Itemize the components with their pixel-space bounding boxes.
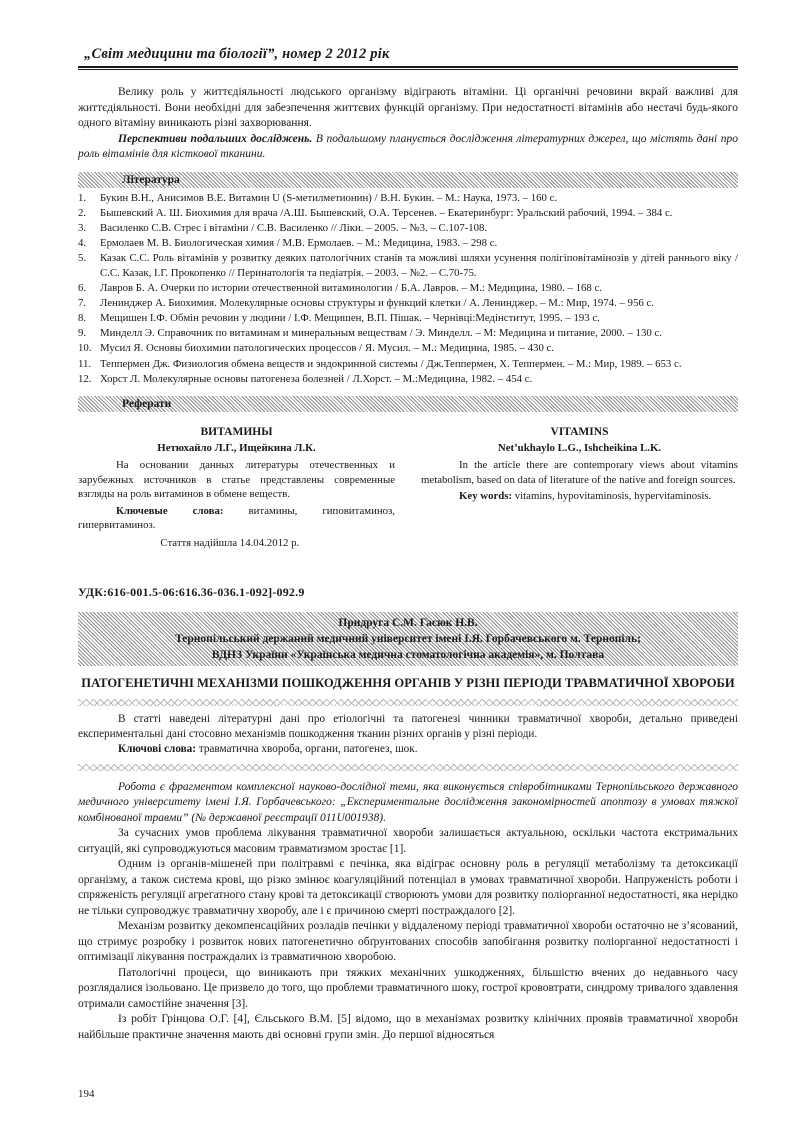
reference-list: [78, 191, 738, 387]
authors-affiliation-banner: [78, 612, 738, 666]
reference-item: Хорст Л. Молекулярные основы патогенеза болезней / Л.Хорст. – М.:Медицина, 1982. – 454 с.: [100, 372, 533, 385]
body-paragraph: За сучасних умов проблема лікування травматичної хвороби залишається актуальною, оскільки частота екстримальних ситуацій, які супроводжуються масовим травматизмом зростає [1].: [78, 827, 738, 855]
reference-item: Ермолаев М. В. Биологическая химия / М.В. Ермолаев. – М.: Медицина, 1983. – 298 с.: [100, 236, 498, 249]
article-keywords: травматична хвороба, органи, патогенез, шок.: [196, 742, 418, 755]
affiliation-academy: ВДНЗ України «Українська медична стоматологічна академія», м. Полтава: [211, 648, 605, 661]
abstract-text-ru: На основании данных литературы отечественных и зарубежных источников в статье представлены современные взгляды на роль витаминов в обмене веществ.: [78, 458, 395, 501]
body-paragraph: Із робіт Грінцова О.Г. [4], Єльського В.М. [5] відомо, що в механізмах розвитку клінічних проявів травматичної хвороби найбільше практичне значення мають дві основні групи змін. До першої відносяться: [78, 1013, 738, 1041]
affiliation-university: Тернопільський держаний медичний університет імені І.Я. Горбачевського м. Тернопіль;: [175, 632, 641, 645]
article-abstract-text: В статті наведені літературні дані про етіологічні та патогенезі чинники травматичної хвороби, детально приведені експериментальні дані стосовно механізмів пошкодження тканин різних органів у різні періоди.: [78, 712, 738, 740]
perspectives-lead: Перспективи подальших досліджень.: [118, 132, 313, 145]
reference-item: Ленинджер А. Биохимия. Молекулярные основы структуры и функций клетки / А. Ленинджер. – М.: Мир, 1974. – 956 с.: [100, 297, 654, 310]
body-paragraph: Одним із органів-мішеней при політравмі є печінка, яка відіграє основну роль в регуляції метаболізму та детоксикації організму, а також система крові, що різко змінює коагуляційний потенціал в умовах травматичної хвороби. Напруженість роботи і спряженість регуляції агрегатного стану крові та детоксикації створюють умови для розвитку поліорганної недостатності, яка нерідко не тільки супроводжує травматичну хворобу, але і є причиною смерті постраждалого [2].: [78, 858, 738, 917]
abstracts-section-band: [78, 396, 738, 412]
page-number: 194: [78, 1088, 95, 1100]
article-abstract-keywords: [78, 742, 738, 757]
abstract-column-russian: [78, 425, 395, 533]
reference-item: Казак С.С. Роль вітамінів у розвитку деяких патологічних станів та можливі шляхи усунення полігіповітамінозів у дітей раннього віку / С.С. Казак, І.Г. Прокопенко // Перинатологія та педіатрія. – 2003. – №2. – С.70-75.: [100, 251, 738, 279]
literature-heading: Література: [122, 173, 180, 186]
reference-item: Василенко С.В. Стрес і вітаміни / С.В. Василенко // Ліки. – 2005. – №3. – С.107-108.: [100, 221, 488, 234]
body-paragraph: Робота є фрагментом комплексної науково-дослідної теми, яка виконується співробітниками Тернопільського державного медичного університету імені І.Я. Горбачевського: „Експериментальне дослідження закономірностей апоптозу в умовах тяжкої комбінованої травми” (№ державної реєстрації 011U001938).: [78, 780, 738, 824]
keywords-label-ru: Ключевые слова:: [116, 504, 224, 517]
abstract-title-ru: ВИТАМИНЫ: [200, 425, 273, 438]
article-title: ПАТОГЕНЕТИЧНІ МЕХАНІЗМИ ПОШКОДЖЕННЯ ОРГАНІВ У РІЗНІ ПЕРІОДИ ТРАВМАТИЧНОЇ ХВОРОБИ: [81, 675, 735, 690]
udc-code: УДК:616-001.5-06:616.36-036.1-092]-092.9: [78, 584, 305, 599]
article-body: [78, 780, 738, 1044]
keywords-label-en: Key words:: [459, 490, 513, 503]
abstract-keywords-en: [421, 489, 738, 504]
journal-header-title: „Світ медицини та біології”, номер 2 2012 рік: [84, 46, 390, 62]
abstracts-heading: Реферати: [122, 397, 172, 410]
abstract-text-en: In the article there are contemporary views about vitamins metabolism, based on data of literature of the native and foreign sources.: [421, 458, 738, 486]
keywords-en: vitamins, hypovitaminosis, hypervitaminosis.: [512, 490, 712, 503]
literature-section-band: [78, 172, 738, 188]
zigzag-divider-bottom: [78, 764, 738, 771]
article-abstract: [78, 712, 738, 757]
abstract-authors-en: Net’ukhaylo L.G., Ishcheikina L.K.: [497, 442, 662, 455]
perspectives-text: В подальшому планується дослідження літературних джерел, що містять дані про роль вітамінів для кісткової тканини.: [78, 132, 738, 160]
affiliation-authors: Придруга С.М. Гасюк Н.В.: [338, 616, 478, 629]
closing-paragraph: Велику роль у життєдіяльності людського організму відіграють вітаміни. Ці органічні речовини вкрай важливі для життєдіяльності. Вони необхідні для забезпечення життєвих функцій організму. При недостатності вітамінів або нестачі будь-якого одного вітаміну виникають різні захворювання.: [78, 86, 738, 129]
zigzag-divider-top: [78, 699, 738, 706]
abstract-authors-ru: Нетюхайло Л.Г., Ищейкина Л.К.: [157, 442, 316, 455]
header-rule: [78, 66, 738, 70]
reference-item: Минделл Э. Справочник по витаминам и минеральным веществам / Э. Минделл. – М: Медицина и питание, 2000. – 130 с.: [100, 327, 662, 340]
perspectives-paragraph: [78, 132, 738, 163]
body-paragraph: Механізм розвитку декомпенсаційних розладів печінки у віддаленому періоді травматичної хвороби остаточно не з’ясований, що стримує розробку і розвиток нових патогенетично обґрунтованих способів запобігання розвитку поліорганної недостатності і оптимізації лікування постраждалих із травматичною хворобою.: [78, 920, 738, 964]
reference-item: Букин В.Н., Анисимов В.Е. Витамин U (S-метилметионин) / В.Н. Букин. – М.: Наука, 1973. – 160 с.: [100, 191, 558, 204]
reference-item: Теппермен Дж. Физиология обмена веществ и эндокринной системы / Дж.Теппермен, Х. Теппермен. – М.: Мир, 1989. – 653 с.: [100, 357, 682, 370]
abstract-keywords-ru: [78, 504, 395, 533]
reference-item: Мусил Я. Основы биохимии патологических процессов / Я. Мусил. – М.: Медицина, 1985. – 430 с.: [100, 342, 555, 355]
received-date: Стаття надійшла 14.04.2012 р.: [160, 536, 300, 549]
article-keywords-label: Ключові слова:: [118, 742, 197, 755]
reference-item: Мещишен І.Ф. Обмін речовин у людини / І.Ф. Мещишен, В.П. Пішак. – Чернівці:Медінститут, 1995. – 193 с.: [100, 312, 600, 325]
abstract-columns: [78, 425, 738, 533]
body-paragraph: Патологічні процеси, що виникають при тяжких механічних ушкодженнях, більшістю вчених до недавнього часу розглядалися ізольовано. Це призвело до того, що проблеми травматичного шоку, гострої крововтрати, синдрому тривалого здавлення отримали самостійне значення [3].: [78, 966, 738, 1010]
keywords-ru: витамины, гиповитаминоз, гипервитаминоз.: [78, 504, 395, 532]
reference-item: Бышевский А. Ш. Биохимия для врача /А.Ш. Бышевский, О.А. Терсенев. – Екатеринбург: Уральский рабочий, 1994. – 384 с.: [100, 206, 673, 219]
abstract-title-en: VITAMINS: [550, 425, 609, 438]
abstract-column-english: [421, 425, 738, 533]
reference-item: Лавров Б. А. Очерки по истории отечественной витаминологии / Б.А. Лавров. – М.: Медицина, 1980. – 168 с.: [100, 282, 602, 295]
